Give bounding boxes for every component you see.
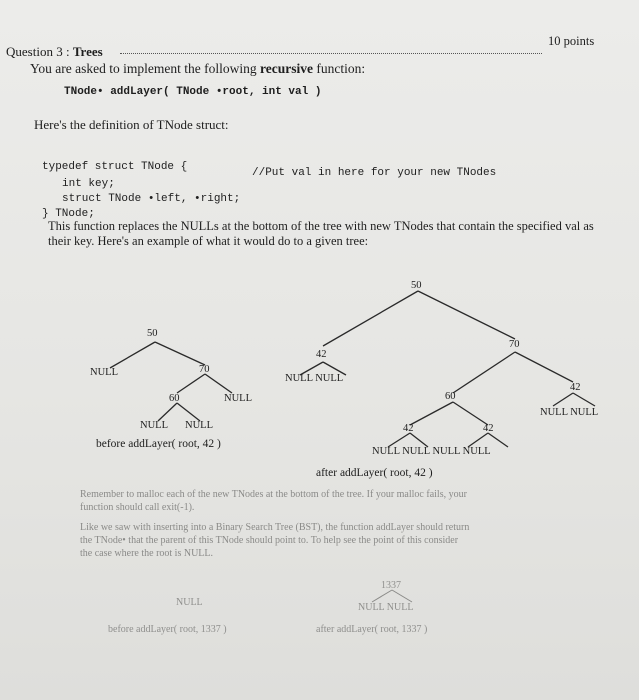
edge-after-42b-right [573,393,595,406]
instruction-end: function: [316,61,366,76]
before-60-left-null: NULL [140,420,168,431]
edge-before-root-left [110,342,155,368]
before-node-60: 60 [169,393,180,404]
edge-before-70-right [205,374,232,393]
edge-after-42c-right [410,433,428,447]
edge-after-70-left [453,352,515,393]
before-60-right-null: NULL [185,420,213,431]
code-line-typedef: typedef struct TNode { [42,161,188,173]
after-caption: after addLayer( root, 42 ) [316,467,433,479]
edge-small-left [372,590,392,602]
before-right-null: NULL [224,393,252,404]
struct-definition-intro: Here's the definition of TNode struct: [34,117,229,132]
edge-after-60-left [410,402,453,425]
description-paragraph: This function replaces the NULLs at the bottom of the tree with new TNodes that contain the specified val as their key. Here's an example of what it would do to a given tree: [48,219,594,248]
function-signature: TNode• addLayer( TNode •root, int val ) [64,86,322,98]
note-exit: function should call exit(-1). [80,502,195,513]
after-node-42-rl: 42 [403,423,414,434]
edge-small-right [392,590,412,602]
edge-after-42b-left [553,393,573,406]
note-bst: Like we saw with inserting into a Binary Search Tree (BST), the function addLayer should return [80,522,470,533]
edge-before-70-left [177,374,205,393]
small-before-caption: before addLayer( root, 1337 ) [108,624,227,635]
before-caption: before addLayer( root, 42 ) [96,438,221,450]
edge-after-42d-right [488,433,508,447]
small-before-null: NULL [176,597,203,608]
points-label: 10 points [548,34,595,48]
after-node-60: 60 [445,391,456,402]
code-line-pointers: struct TNode •left, •right; [62,193,241,205]
note-parent: the TNode• that the parent of this TNode should point to. To help see the point of this consider [80,535,459,546]
edge-after-root-right [418,291,515,339]
after-right-nulls: NULL NULL [540,407,599,418]
after-bottom-nulls: NULL NULL NULL NULL [372,446,491,457]
small-after-caption: after addLayer( root, 1337 ) [316,624,428,635]
after-left-nulls: NULL NULL [285,373,344,384]
instruction-text: You are asked to implement the following [30,61,257,76]
code-line-close: } TNode; [42,208,95,220]
code-comment: //Put val in here for your new TNodes [252,167,497,179]
question-number: Question 3 [6,44,63,59]
edge-after-70-right [515,352,573,382]
small-after-root: 1337 [381,580,401,591]
after-node-70: 70 [509,339,520,350]
note-malloc: Remember to malloc each of the new TNodes at the bottom of the tree. If your malloc fails, your [80,489,467,500]
edge-after-root-left [323,291,418,346]
after-node-42-rr: 42 [483,423,494,434]
edge-after-42c-left [388,433,410,447]
edge-before-60-right [177,403,200,421]
edge-after-60-right [453,402,488,425]
question-title: Trees [72,44,103,59]
before-left-null: NULL [90,367,118,378]
note-root-null: the case where the root is NULL. [80,548,214,559]
small-after-nulls: NULL NULL [358,602,414,613]
edge-before-root-right [155,342,205,365]
edge-before-60-left [158,403,177,421]
after-node-root: 50 [411,280,422,291]
after-node-42-right: 42 [570,382,581,393]
after-node-42-left: 42 [316,349,327,360]
code-line-key: int key; [62,178,115,190]
question-heading: Question 3 : Trees [6,44,103,59]
before-node-root: 50 [147,328,158,339]
edge-after-42d-left [468,433,488,447]
before-node-70: 70 [199,364,210,375]
instruction-emphasis: recursive [259,61,313,76]
